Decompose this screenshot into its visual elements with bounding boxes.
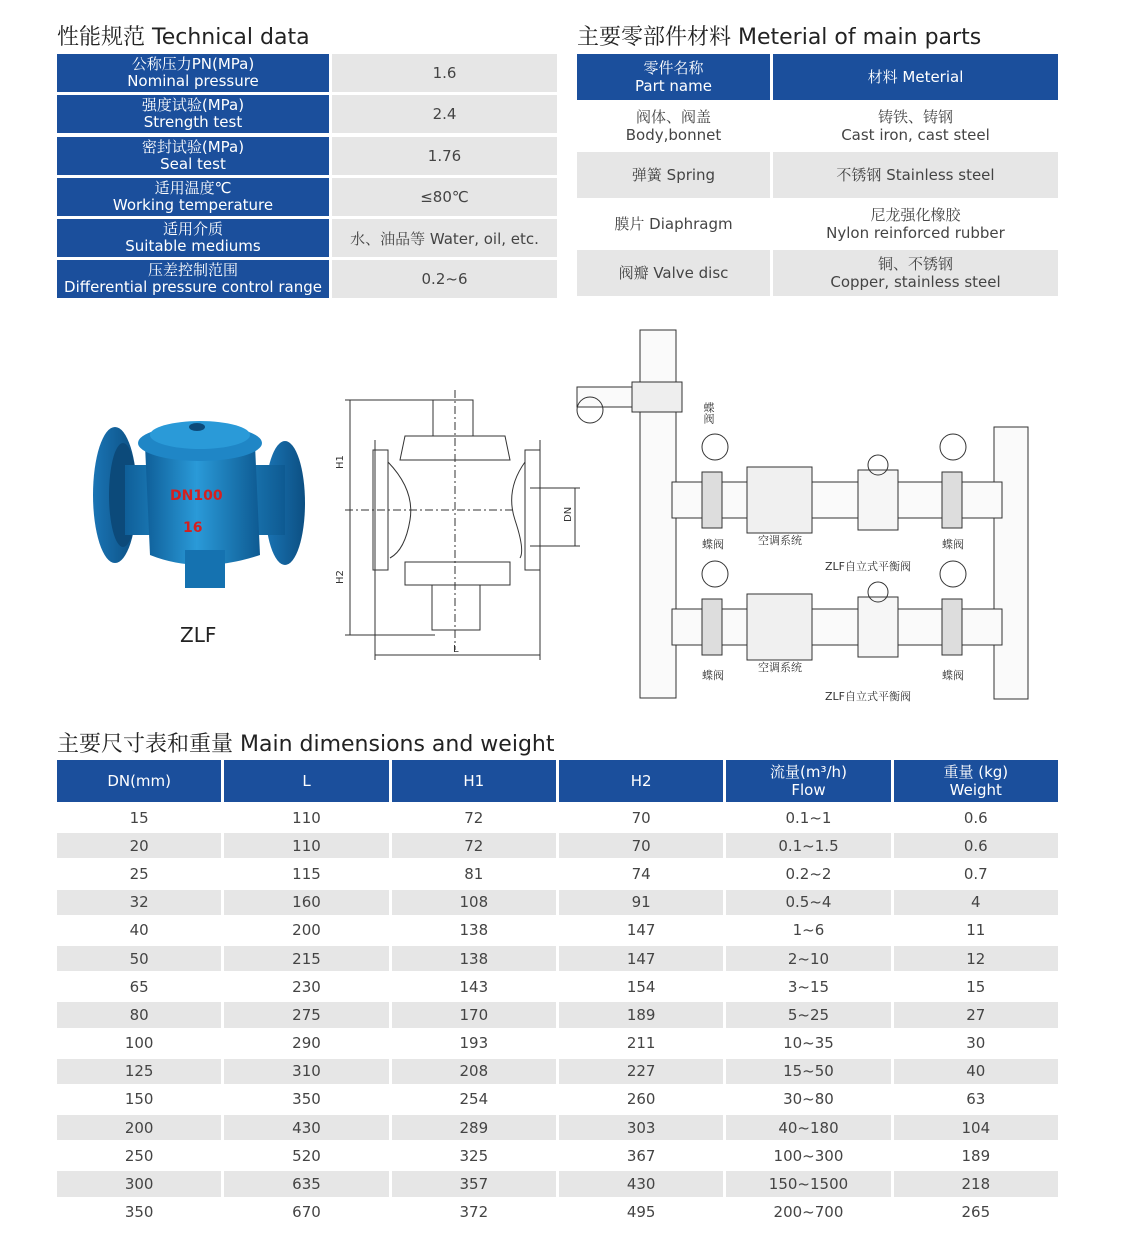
dimensions-cell: 72 [464,808,484,827]
dimensions-header-label: 重量 (kg) [943,763,1009,781]
tech-label [57,219,329,257]
dimensions-cell: 27 [894,1002,1058,1027]
part-material-en: Cast iron, cast steel [841,126,990,144]
dimensions-cell: 40 [129,921,149,940]
dimensions-cell: 1~6 [792,921,825,940]
tech-row [57,219,557,257]
part-name-cell [577,250,770,296]
tech-value: 2.4 [332,95,557,133]
dimensions-cell: 154 [626,977,656,996]
part-material: 铜、不锈钢 [877,255,953,273]
tech-label-en: Nominal pressure [127,72,259,90]
dimensions-row [57,1200,1058,1225]
dimensions-cell: 147 [559,946,723,971]
tech-label-en: Working temperature [112,195,274,214]
dimensions-cell: 110 [292,808,321,827]
dimensions-header-row [57,760,1058,802]
drawing-dn-label: DN [563,506,574,522]
part-name-cell [577,103,770,149]
tech-row [57,137,557,175]
tech-label [57,178,329,216]
part-material: 尼龙强化橡胶 [870,206,961,224]
dimensions-cell: 670 [292,1203,321,1222]
dimensions-header-label: H1 [463,772,485,790]
part-material-cell [773,250,1058,296]
butterfly-valve-label: 蝶阀 [702,538,724,551]
parts-header-name-en: Part name [635,77,712,95]
dimensions-table [57,760,1058,1228]
dimensions-cell: 15 [966,977,986,996]
dimensions-header-sublabel: Weight [949,781,1002,799]
dimensions-cell: 115 [292,864,321,883]
dimensions-row [57,1002,1058,1027]
part-material-en: Nylon reinforced rubber [826,224,1005,242]
dimensions-cell: 125 [57,1059,221,1084]
ac-system-label: 空调系统 [758,661,802,674]
dimensions-cell: 100 [124,1034,154,1053]
dimensions-row [57,890,1058,915]
dimensions-cell: 0.7 [963,864,988,883]
main-parts-table [577,54,1058,299]
dimensions-row [57,1143,1058,1168]
dimensions-cell: 357 [392,1171,556,1196]
dimensions-cell: 170 [392,1002,556,1027]
tech-label-cn: 密封试验(MPa) [141,137,245,156]
dimensions-cell: 143 [459,977,489,996]
part-name-en: Body,bonnet [625,126,722,144]
dimensions-row [57,946,1058,971]
tech-label-en: Seal test [160,154,226,173]
dimensions-cell: 189 [559,1002,723,1027]
part-material-en: Copper, stainless steel [830,273,1001,291]
dimensions-cell: 65 [129,977,149,996]
dimensions-header-cell [559,760,723,802]
tech-value: ≤80℃ [332,178,557,216]
dimensions-cell: 0.6 [894,833,1058,858]
part-name: 弹簧 Spring [631,166,716,184]
dimensions-cell: 15~50 [726,1059,890,1084]
parts-row [577,103,1058,149]
parts-header-name [577,54,770,100]
butterfly-valve-label: 蝶阀 [702,402,715,424]
dimensions-header-sublabel: Flow [791,781,826,799]
dimensions-row [57,1171,1058,1196]
dimensions-cell: 25 [129,864,149,883]
dimensions-cell: 290 [292,1034,321,1053]
part-material: 不锈钢 Stainless steel [836,166,995,184]
dimensions-cell: 80 [57,1002,221,1027]
valve-marking-dn: DN100 [170,488,223,504]
part-name-cell [577,152,770,198]
part-name: 膜片 Diaphragm [614,215,733,233]
zlf-valve-label: ZLF自立式平衡阀 [825,690,911,703]
dimensions-cell: 230 [292,977,321,996]
dimensions-header-label: DN(mm) [107,772,172,790]
dimensions-cell: 200 [57,1115,221,1140]
dimensions-row [57,1059,1058,1084]
dimensions-cell: 150~1500 [726,1171,890,1196]
dimensions-cell: 211 [626,1034,656,1053]
tech-label-cn: 适用介质 [162,220,223,239]
tech-value: 0.2~6 [332,260,557,298]
dimensions-cell: 40~180 [726,1115,890,1140]
product-model-label: ZLF [180,623,217,647]
tech-label [57,260,329,298]
dimensions-cell: 218 [894,1171,1058,1196]
system-schematic [562,322,1032,707]
dimensions-cell: 189 [961,1146,991,1165]
dimensions-cell: 160 [224,890,388,915]
tech-value: 1.6 [332,54,557,92]
dimensions-cell: 635 [224,1171,388,1196]
dimensions-cell: 430 [559,1171,723,1196]
tech-label-cn: 强度试验(MPa) [141,96,245,115]
zlf-valve-label: ZLF自立式平衡阀 [825,560,911,573]
dimensions-cell: 30 [966,1034,986,1053]
dimensions-header-label: L [302,772,311,790]
dimensions-cell: 5~25 [726,1002,890,1027]
dimensions-cell: 0.1~1 [785,808,832,827]
dimensions-cell: 300 [57,1171,221,1196]
tech-label-en: Suitable mediums [125,237,261,256]
dimensions-cell: 104 [894,1115,1058,1140]
dimensions-cell: 150 [124,1090,154,1109]
dimensions-cell: 193 [459,1034,489,1053]
dimensions-cell: 254 [459,1090,489,1109]
tech-row [57,54,557,92]
tech-label [57,137,329,175]
part-material-cell [773,201,1058,247]
tech-label-cn: 公称压力PN(MPa) [131,55,255,73]
part-material: 铸铁、铸钢 [877,108,953,126]
dimensions-cell: 70 [559,833,723,858]
dimensions-header-cell [224,760,388,802]
part-material-cell [773,152,1058,198]
dimensions-cell: 495 [626,1203,656,1222]
dimensions-cell: 0.6 [963,808,988,827]
tech-row [57,95,557,133]
valve-photo [85,405,315,599]
dimensions-header-cell [894,760,1058,802]
dimensions-row [57,918,1058,943]
drawing-l-label: L [453,644,459,655]
dimensions-cell: 350 [292,1090,321,1109]
tech-label-cn: 压差控制范围 [147,261,238,280]
technical-data-table [57,54,557,302]
tech-label [57,54,329,92]
dimensions-cell: 0.2~2 [785,864,832,883]
parts-row [577,201,1058,247]
part-material-cell [773,103,1058,149]
dimensions-cell: 275 [224,1002,388,1027]
dimensions-cell: 260 [626,1090,656,1109]
dimensions-cell: 350 [124,1203,154,1222]
dimensions-cell: 100~300 [773,1146,844,1165]
dimensions-cell: 12 [894,946,1058,971]
parts-row [577,152,1058,198]
tech-label-en: Differential pressure control range [64,278,322,297]
tech-label [57,95,329,133]
dimensions-cell: 91 [559,890,723,915]
dimensions-cell: 430 [224,1115,388,1140]
dimensions-cell: 310 [224,1059,388,1084]
drawing-h1-label: H1 [335,455,346,469]
dimensions-header-label: 流量(m³/h) [770,763,847,781]
dimensions-header-cell [726,760,890,802]
dimensions-cell: 72 [392,833,556,858]
parts-header-material-label: 材料 Meterial [867,68,964,86]
tech-row [57,178,557,216]
dimensions-cell: 50 [57,946,221,971]
parts-row [577,250,1058,296]
technical-data-title: 性能规范 Technical data [57,25,310,50]
dimensions-cell: 40 [894,1059,1058,1084]
dimensions-cell: 200 [292,921,321,940]
dimensions-cell: 303 [559,1115,723,1140]
dimensions-row [57,833,1058,858]
dimensions-cell: 10~35 [783,1034,834,1053]
dimensions-cell: 0.5~4 [726,890,890,915]
dimension-drawing [335,390,585,674]
tech-value: 水、油品等 Water, oil, etc. [332,219,557,257]
dimensions-row [57,1115,1058,1140]
drawing-h2-label: H2 [335,570,346,584]
dimensions-cell: 289 [392,1115,556,1140]
ac-system-label: 空调系统 [758,534,802,547]
dimensions-cell: 11 [966,921,986,940]
dimensions-cell: 70 [631,808,651,827]
dimensions-cell: 325 [459,1146,489,1165]
dimensions-cell: 138 [459,921,489,940]
parts-header-material [773,54,1058,100]
dimensions-cell: 15 [129,808,149,827]
dimensions-cell: 2~10 [726,946,890,971]
dimensions-cell: 265 [961,1203,991,1222]
dimensions-cell: 30~80 [783,1090,834,1109]
dimensions-cell: 110 [224,833,388,858]
parts-header-name-cn: 零件名称 [643,59,704,77]
dimensions-row [57,974,1058,999]
dimensions-cell: 372 [459,1203,489,1222]
tech-value: 1.76 [332,137,557,175]
main-parts-title: 主要零部件材料 Meterial of main parts [577,25,982,50]
parts-header-row [577,54,1058,100]
butterfly-valve-label: 蝶阀 [942,538,964,551]
dimensions-cell: 147 [626,921,656,940]
valve-marking-pn: 16 [183,520,203,536]
tech-row [57,260,557,298]
tech-label-en: Strength test [143,113,243,132]
dimensions-row [57,861,1058,886]
dimensions-cell: 74 [631,864,651,883]
dimensions-row [57,1087,1058,1112]
dimensions-cell: 0.1~1.5 [726,833,890,858]
dimensions-cell: 138 [392,946,556,971]
part-name: 阀瓣 Valve disc [618,264,729,282]
part-name-cell [577,201,770,247]
butterfly-valve-label: 蝶阀 [702,669,724,682]
dimensions-cell: 20 [57,833,221,858]
dimensions-cell: 4 [894,890,1058,915]
dimensions-cell: 81 [464,864,484,883]
butterfly-valve-label: 蝶阀 [942,669,964,682]
dimensions-cell: 367 [626,1146,656,1165]
dimensions-cell: 208 [392,1059,556,1084]
dimensions-row [57,1031,1058,1056]
dimensions-cell: 227 [559,1059,723,1084]
dimensions-title: 主要尺寸表和重量 Main dimensions and weight [57,732,555,757]
dimensions-cell: 250 [124,1146,154,1165]
part-name: 阀体、阀盖 [635,108,711,126]
dimensions-header-cell [392,760,556,802]
dimensions-row [57,805,1058,830]
tech-label-cn: 适用温度℃ [154,178,232,197]
dimensions-cell: 108 [392,890,556,915]
dimensions-cell: 63 [966,1090,986,1109]
dimensions-cell: 200~700 [773,1203,844,1222]
dimensions-cell: 3~15 [787,977,830,996]
dimensions-header-cell [57,760,221,802]
dimensions-cell: 215 [224,946,388,971]
dimensions-cell: 32 [57,890,221,915]
dimensions-header-label: H2 [630,772,652,790]
dimensions-cell: 520 [292,1146,321,1165]
